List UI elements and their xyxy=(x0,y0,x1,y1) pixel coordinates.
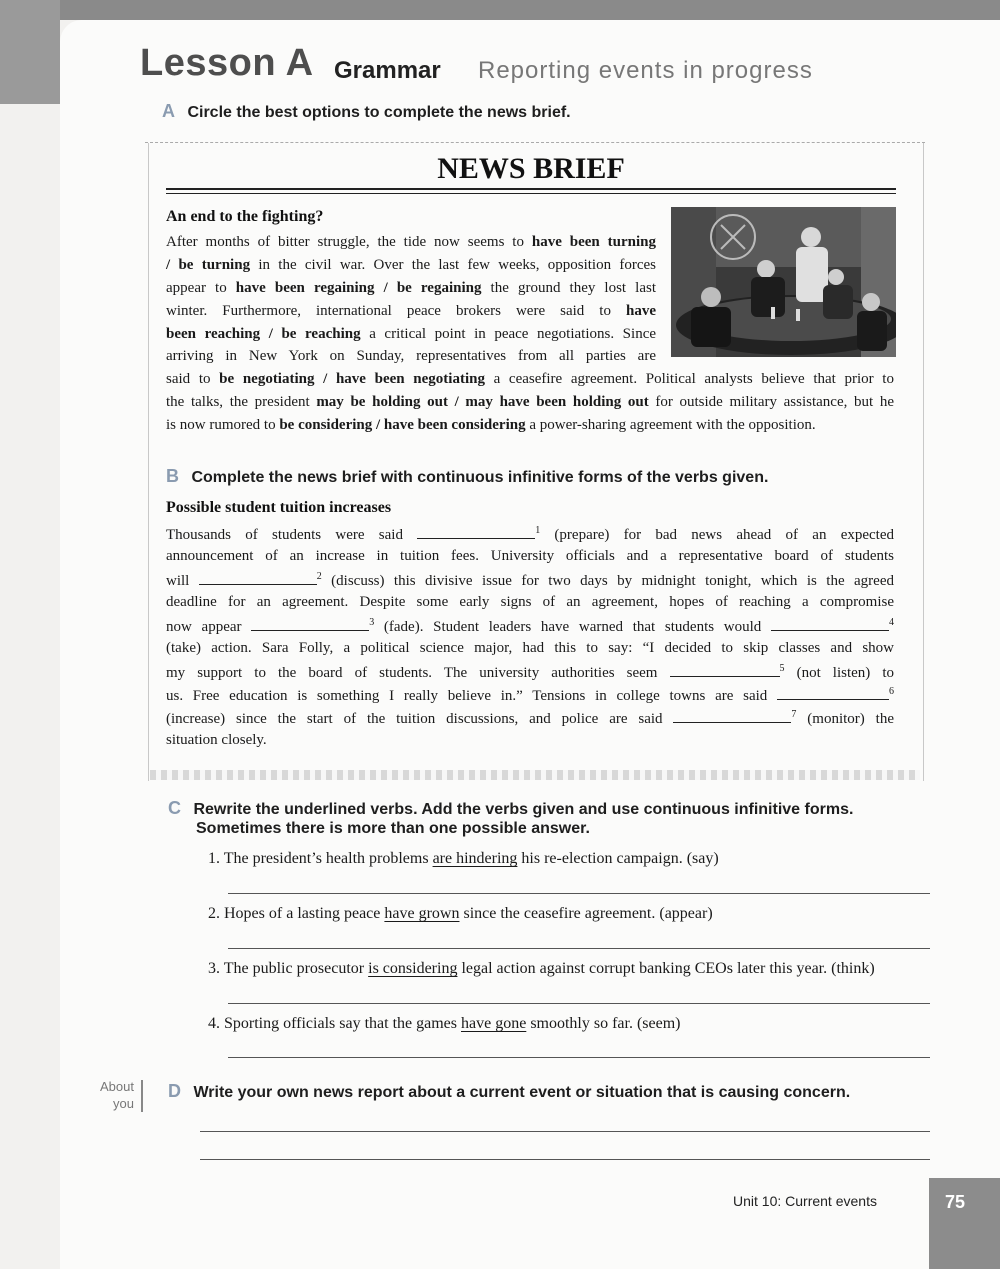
section-b-heading xyxy=(166,466,768,487)
answer-line-2[interactable] xyxy=(228,948,930,949)
article-b-line: now appear $^3$ (fade). Student leaders have warned that students would $^4$ xyxy=(166,617,894,635)
article-a-line: arriving in New York on Sunday, representatives from all parties are xyxy=(166,348,656,364)
item-text: The president’s health problems xyxy=(223,850,433,867)
title-rule xyxy=(166,188,896,190)
item-text: The public prosecutor xyxy=(223,960,369,977)
exercise-item-1 xyxy=(208,850,719,868)
article-b-line: situation closely. xyxy=(166,732,267,748)
writing-line-1[interactable] xyxy=(200,1131,930,1132)
section-a-instruction: Circle the best options to complete the news brief. xyxy=(187,104,571,121)
section-d-instruction: Write your own news report about a current event or situation that is causing concern. xyxy=(193,1084,851,1101)
article-a-line: After months of bitter struggle, the tide now seems to have been turning xyxy=(166,234,656,250)
underlined-verb: have gone xyxy=(461,1015,527,1032)
article-a-line: appear to have been regaining / be regaining the ground they lost last xyxy=(166,280,657,296)
section-d-letter: D xyxy=(168,1081,181,1101)
unit-label: Unit 10: Current events xyxy=(733,1193,877,1209)
page-number: 75 xyxy=(945,1192,966,1212)
underlined-verb: is considering xyxy=(368,960,458,977)
article-b-headline: Possible student tuition increases xyxy=(166,499,392,516)
about-you-bar xyxy=(141,1080,143,1112)
article-a-line: winter. Furthermore, international peace brokers were said to have xyxy=(166,303,656,319)
item-text: his re-election campaign. (say) xyxy=(517,850,719,867)
article-b-line: Thousands of students were said $^1$ (prepare) for bad news ahead of an expected xyxy=(166,525,894,543)
article-b-line: (increase) since the start of the tuition discussions, and police are said $^7$ (monitor) the xyxy=(166,709,894,727)
section-a-heading xyxy=(162,101,571,122)
article-a-line: been reaching / be reaching a critical point in peace negotiations. Since xyxy=(166,326,657,342)
exercise-item-2 xyxy=(208,905,713,923)
item-number: 3. xyxy=(208,960,220,977)
item-text: smoothly so far. (seem) xyxy=(526,1015,681,1032)
item-number: 1. xyxy=(208,850,220,867)
top-bar xyxy=(0,0,1000,20)
answer-blank-4[interactable] xyxy=(771,617,889,631)
grammar-label: Grammar xyxy=(334,57,441,84)
lesson-subtitle: Reporting events in progress xyxy=(478,57,813,84)
box-bottom-border xyxy=(150,770,920,780)
answer-blank-5[interactable] xyxy=(670,663,780,677)
article-b-line: my support to the board of students. The university authorities seem $^5$ (not listen) to xyxy=(166,663,895,681)
article-b-line: (take) action. Sara Folly, a political science major, had this to say: “I decided to skip classes and show xyxy=(166,640,894,656)
section-a-letter: A xyxy=(162,101,175,121)
corner-tab xyxy=(0,0,60,104)
section-b-letter: B xyxy=(166,466,179,486)
about-you-label xyxy=(90,1078,134,1112)
you-label: you xyxy=(113,1096,134,1111)
section-c-instruction-1: Rewrite the underlined verbs. Add the verbs given and use continuous infinitive forms. xyxy=(193,801,854,818)
underlined-verb: have grown xyxy=(384,905,460,922)
answer-blank-7[interactable] xyxy=(673,709,791,723)
exercise-item-4 xyxy=(208,1015,681,1033)
item-text: Sporting officials say that the games xyxy=(224,1015,461,1032)
section-d-heading xyxy=(168,1081,850,1102)
article-a-line: is now rumored to be considering / have been considering a power-sharing agreement with the opposition. xyxy=(166,417,816,433)
answer-line-3[interactable] xyxy=(228,1003,930,1004)
answer-line-4[interactable] xyxy=(228,1057,930,1058)
answer-blank-3[interactable] xyxy=(251,617,369,631)
article-a-line: / be turning in the civil war. Over the last few weeks, opposition forces xyxy=(166,257,657,273)
article-b-line: deadline for an agreement. Despite some early signs of an agreement, hopes of reaching a compromise xyxy=(166,594,894,610)
item-text: Hopes of a lasting peace xyxy=(224,905,385,922)
item-text: since the ceasefire agreement. (appear) xyxy=(459,905,713,922)
article-b-line: will $^2$ (discuss) this divisive issue for two days by midnight tonight, which is the agreed xyxy=(166,571,894,589)
article-b-line: announcement of an increase in tuition fees. University officials and a representative board of students xyxy=(166,548,894,564)
article-b-line: us. Free education is something I really believe in.” Tensions in college towns are said $^6$ xyxy=(166,686,894,704)
lesson-title: Lesson A xyxy=(140,42,314,84)
answer-blank-1[interactable] xyxy=(417,525,535,539)
news-photo xyxy=(671,207,896,357)
underlined-verb: are hindering xyxy=(432,850,518,867)
section-c-instruction-2: Sometimes there is more than one possible answer. xyxy=(196,820,590,837)
article-a-line: the talks, the president may be holding out / may have been holding out for outside military assistance, but he xyxy=(166,394,894,410)
section-b-instruction: Complete the news brief with continuous infinitive forms of the verbs given. xyxy=(191,469,769,486)
section-c-letter: C xyxy=(168,798,181,818)
news-brief-title: NEWS BRIEF xyxy=(437,152,625,185)
answer-blank-6[interactable] xyxy=(777,686,889,700)
writing-line-2[interactable] xyxy=(200,1159,930,1160)
section-c-heading xyxy=(168,798,853,819)
exercise-item-3 xyxy=(208,960,875,978)
item-number: 2. xyxy=(208,905,220,922)
article-a-headline: An end to the fighting? xyxy=(166,208,324,225)
answer-blank-2[interactable] xyxy=(199,571,317,585)
item-number: 4. xyxy=(208,1015,220,1032)
item-text: legal action against corrupt banking CEOs later this year. (think) xyxy=(457,960,875,977)
article-a-line: said to be negotiating / have been negotiating a ceasefire agreement. Political analysts believe that prior to xyxy=(166,371,894,387)
answer-line-1[interactable] xyxy=(228,893,930,894)
about-label: About xyxy=(100,1079,134,1094)
title-rule-thin xyxy=(166,193,896,194)
